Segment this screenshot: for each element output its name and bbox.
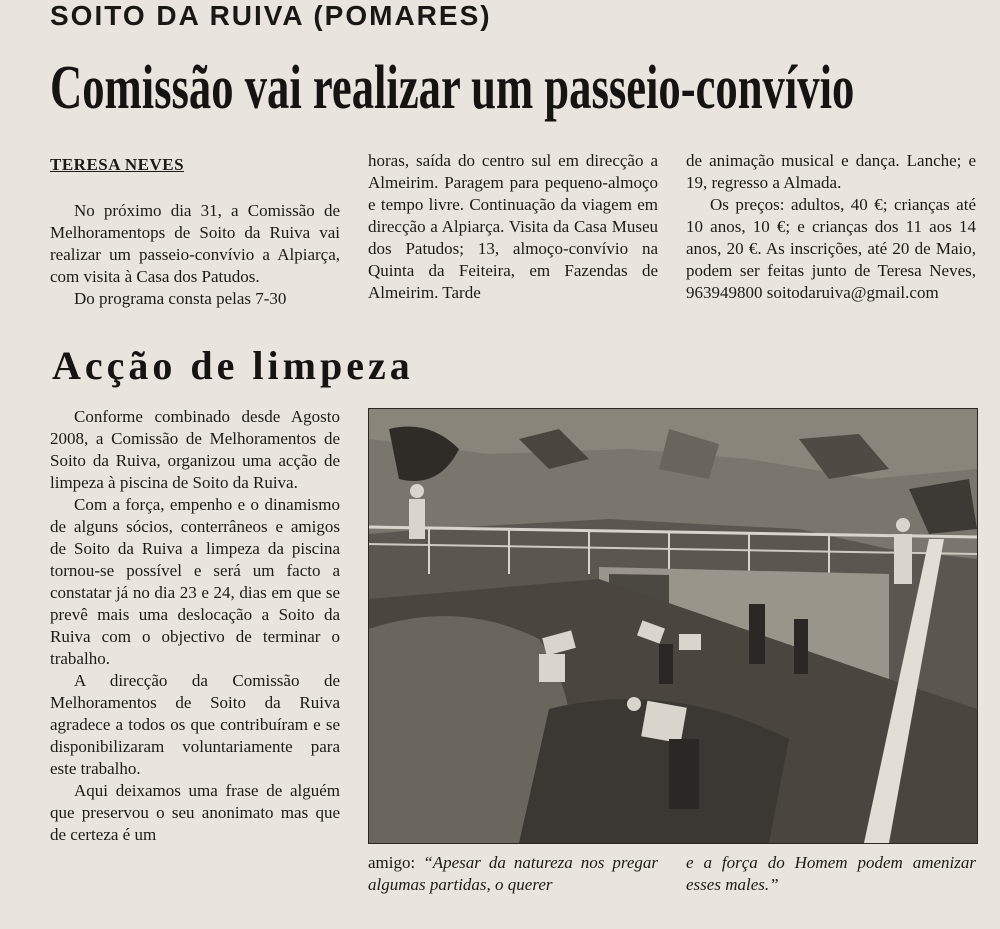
article1-column-1 xyxy=(50,200,340,310)
article1-paragraph: Os preços: adultos, 40 €; crianças até 10 anos, 10 €; e crianças dos 11 aos 14 anos, 20 €. As inscrições, até 20 de Maio, podem ser feitas junto de Teresa Neves, 963949800 soitodaruiva@gmail.com xyxy=(686,195,976,302)
article1-paragraph: No próximo dia 31, a Comissão de Melhoramentops de Soito da Ruiva vai realizar um passeio-convívio a Alpiarça, com visita à Casa dos Patudos. xyxy=(50,201,340,286)
photo-caption-left xyxy=(368,852,658,896)
article2-paragraph: A direcção da Comissão de Melhoramentos de Soito da Ruiva agradece a todos os que contribuíram e se disponibilizaram voluntariamente para este trabalho. xyxy=(50,671,340,778)
article1-column-3 xyxy=(686,150,976,304)
article2-headline: Acção de limpeza xyxy=(52,343,414,388)
byline: TERESA NEVES xyxy=(50,155,185,174)
article2-paragraph: Conforme combinado desde Agosto 2008, a Comissão de Melhoramentos de Soito da Ruiva, organizou uma acção de limpeza à piscina de Soito da Ruiva. xyxy=(50,407,340,492)
section-kicker: SOITO DA RUIVA (POMARES) xyxy=(50,0,492,31)
article-headline: Comissão vai realizar um passeio-convívio xyxy=(50,54,855,122)
article1-paragraph: Do programa consta pelas 7-30 xyxy=(74,289,287,308)
caption-quote-start: “Apesar da natureza nos pregar algumas partidas, o querer xyxy=(368,853,659,894)
photo-caption-right xyxy=(686,852,976,896)
article1-paragraph: de animação musical e dança. Lanche; e 19, regresso a Almada. xyxy=(686,151,976,192)
caption-quote-end: e a força do Homem podem amenizar esses males.” xyxy=(686,853,976,894)
article1-column-2 xyxy=(368,150,658,304)
article1-paragraph: horas, saída do centro sul em direcção a Almeirim. Paragem para pequeno-almoço e tempo livre. Continuação da viagem em direcção a Alpiarça. Visita da Casa Museu dos Patudos; 13, almoço-convívio na Quinta da Feiteira, em Fazendas de Almeirim. Tarde xyxy=(368,151,658,302)
article2-column xyxy=(50,406,340,846)
caption-lead: amigo: xyxy=(368,853,424,872)
cleanup-photo xyxy=(368,408,978,844)
article2-paragraph: Aqui deixamos uma frase de alguém que preservou o seu anonimato mas que de certeza é um xyxy=(50,781,340,844)
article2-paragraph: Com a força, empenho e o dinamismo de alguns sócios, conterrâneos e amigos de Soito da Ruiva a limpeza da piscina tornou-se possível e será um facto a constatar já no dia 23 e 24, dias em que se prevê mais uma deslocação a Soito da Ruiva com o objectivo de terminar o trabalho. xyxy=(50,495,340,668)
